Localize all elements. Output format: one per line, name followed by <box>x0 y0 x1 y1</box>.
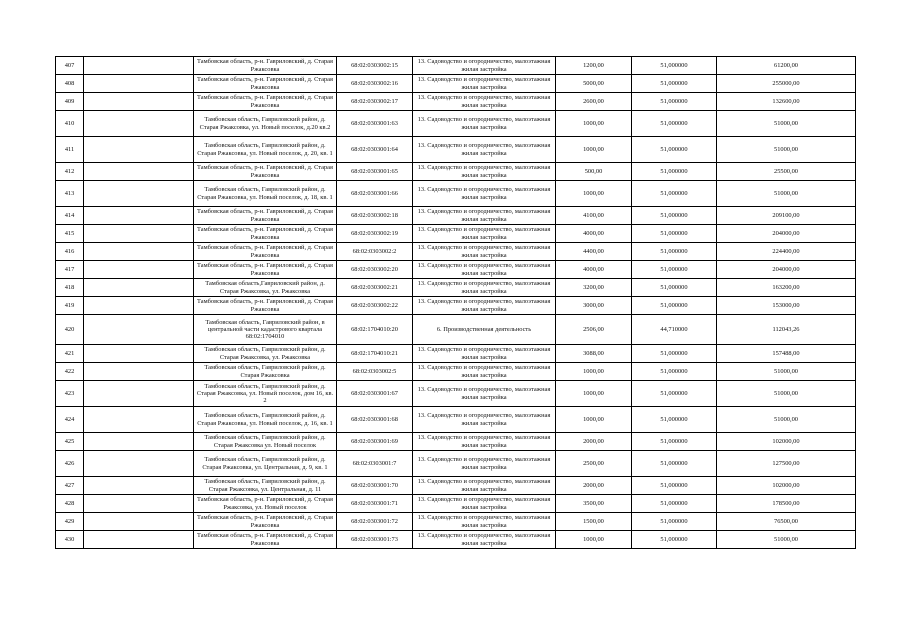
empty-cell <box>84 513 194 531</box>
table-row <box>56 261 856 279</box>
table-row <box>56 93 856 111</box>
area-cell: 1200,00 <box>556 57 632 75</box>
area-cell: 1000,00 <box>556 363 632 381</box>
empty-cell <box>84 433 194 451</box>
cadastral-value-cell: 51000,00 <box>717 407 856 433</box>
table-body <box>56 57 856 549</box>
cadastral-number-cell: 68:02:0303001:72 <box>337 513 413 531</box>
cadastral-value-cell: 25500,00 <box>717 163 856 181</box>
empty-cell <box>84 297 194 315</box>
address-cell: Тамбовская область, Гавриловский район, д. Старая Ржаксовка, ул. Новый поселок, д. 20, кв. 1 <box>194 137 337 163</box>
cadastral-number-cell: 68:02:0303002:5 <box>337 363 413 381</box>
table-row <box>56 407 856 433</box>
land-use-cell: 13. Садоводство и огородничество, малоэтажная жилая застройка <box>413 261 556 279</box>
address-cell: Тамбовская область, р-н. Гавриловский, д. Старая Ржаксовка <box>194 57 337 75</box>
address-cell: Тамбовская область, Гавриловский район, д. Старая Ржаксовка, ул. Новый поселок, д. 16, кв. 1 <box>194 407 337 433</box>
cadastral-value-cell: 51000,00 <box>717 531 856 549</box>
land-use-cell: 13. Садоводство и огородничество, малоэтажная жилая застройка <box>413 345 556 363</box>
address-cell: Тамбовская область, Гавриловский район, д. Старая Ржаксовка, ул. Новый поселок, д. 18, кв. 1 <box>194 181 337 207</box>
rate-cell: 51,000000 <box>632 451 717 477</box>
table-row <box>56 451 856 477</box>
land-use-cell: 13. Садоводство и огородничество, малоэтажная жилая застройка <box>413 207 556 225</box>
table-row <box>56 531 856 549</box>
cadastral-value-cell: 178500,00 <box>717 495 856 513</box>
row-number-cell: 424 <box>56 407 84 433</box>
row-number-cell: 407 <box>56 57 84 75</box>
empty-cell <box>84 345 194 363</box>
cadastral-value-cell: 51000,00 <box>717 363 856 381</box>
area-cell: 2000,00 <box>556 433 632 451</box>
empty-cell <box>84 279 194 297</box>
empty-cell <box>84 477 194 495</box>
rate-cell: 51,000000 <box>632 477 717 495</box>
cadastral-number-cell: 68:02:0303001:66 <box>337 181 413 207</box>
row-number-cell: 412 <box>56 163 84 181</box>
cadastral-number-cell: 68:02:0303001:69 <box>337 433 413 451</box>
cadastral-value-cell: 209100,00 <box>717 207 856 225</box>
row-number-cell: 408 <box>56 75 84 93</box>
land-use-cell: 13. Садоводство и огородничество, малоэтажная жилая застройка <box>413 363 556 381</box>
rate-cell: 51,000000 <box>632 381 717 407</box>
rate-cell: 51,000000 <box>632 363 717 381</box>
area-cell: 2500,00 <box>556 451 632 477</box>
area-cell: 3000,00 <box>556 297 632 315</box>
land-use-cell: 13. Садоводство и огородничество, малоэтажная жилая застройка <box>413 381 556 407</box>
cadastral-value-cell: 51000,00 <box>717 137 856 163</box>
empty-cell <box>84 381 194 407</box>
area-cell: 2506,00 <box>556 315 632 345</box>
address-cell: Тамбовская область, р-н. Гавриловский, д. Старая Ржаксовка <box>194 243 337 261</box>
land-use-cell: 13. Садоводство и огородничество, малоэтажная жилая застройка <box>413 495 556 513</box>
address-cell: Тамбовская область, Гавриловский район, д. Старая Ржаксовка, ул. Новый поселок, д.20 кв.2 <box>194 111 337 137</box>
cadastral-number-cell: 68:02:1704010:21 <box>337 345 413 363</box>
address-cell: Тамбовская область, Гавриловский район, д. Старая Ржаксовка, ул. Центральная, д. 11 <box>194 477 337 495</box>
empty-cell <box>84 163 194 181</box>
empty-cell <box>84 111 194 137</box>
land-use-cell: 13. Садоводство и огородничество, малоэтажная жилая застройка <box>413 433 556 451</box>
empty-cell <box>84 137 194 163</box>
empty-cell <box>84 225 194 243</box>
land-use-cell: 6. Производственная деятельность <box>413 315 556 345</box>
rate-cell: 51,000000 <box>632 163 717 181</box>
land-use-cell: 13. Садоводство и огородничество, малоэтажная жилая застройка <box>413 513 556 531</box>
table-row <box>56 363 856 381</box>
row-number-cell: 430 <box>56 531 84 549</box>
table-row <box>56 57 856 75</box>
land-use-cell: 13. Садоводство и огородничество, малоэтажная жилая застройка <box>413 163 556 181</box>
cadastral-value-cell: 102000,00 <box>717 477 856 495</box>
land-use-cell: 13. Садоводство и огородничество, малоэтажная жилая застройка <box>413 57 556 75</box>
row-number-cell: 421 <box>56 345 84 363</box>
row-number-cell: 413 <box>56 181 84 207</box>
land-use-cell: 13. Садоводство и огородничество, малоэтажная жилая застройка <box>413 451 556 477</box>
area-cell: 4100,00 <box>556 207 632 225</box>
address-cell: Тамбовская область, р-н. Гавриловский, д. Старая Ржаксовка <box>194 207 337 225</box>
cadastral-value-cell: 157488,00 <box>717 345 856 363</box>
cadastral-number-cell: 68:02:0303002:21 <box>337 279 413 297</box>
cadastral-value-cell: 51000,00 <box>717 181 856 207</box>
table-row <box>56 495 856 513</box>
row-number-cell: 409 <box>56 93 84 111</box>
land-use-cell: 13. Садоводство и огородничество, малоэтажная жилая застройка <box>413 111 556 137</box>
address-cell: Тамбовская область, Гавриловский район, д. Старая Ржаксовка ул. Новый поселок <box>194 433 337 451</box>
land-use-cell: 13. Садоводство и огородничество, малоэтажная жилая застройка <box>413 181 556 207</box>
empty-cell <box>84 315 194 345</box>
table-row <box>56 513 856 531</box>
rate-cell: 51,000000 <box>632 137 717 163</box>
cadastral-number-cell: 68:02:0303001:63 <box>337 111 413 137</box>
cadastral-value-cell: 163200,00 <box>717 279 856 297</box>
area-cell: 2600,00 <box>556 93 632 111</box>
area-cell: 500,00 <box>556 163 632 181</box>
land-use-cell: 13. Садоводство и огородничество, малоэтажная жилая застройка <box>413 279 556 297</box>
cadastral-number-cell: 68:02:0303002:22 <box>337 297 413 315</box>
row-number-cell: 426 <box>56 451 84 477</box>
rate-cell: 51,000000 <box>632 207 717 225</box>
cadastral-number-cell: 68:02:0303002:2 <box>337 243 413 261</box>
land-plots-table <box>55 56 856 549</box>
empty-cell <box>84 261 194 279</box>
cadastral-value-cell: 255000,00 <box>717 75 856 93</box>
empty-cell <box>84 57 194 75</box>
rate-cell: 51,000000 <box>632 111 717 137</box>
rate-cell: 51,000000 <box>632 433 717 451</box>
row-number-cell: 414 <box>56 207 84 225</box>
row-number-cell: 420 <box>56 315 84 345</box>
address-cell: Тамбовская область, р-н. Гавриловский, д. Старая Ржаксовка <box>194 531 337 549</box>
row-number-cell: 418 <box>56 279 84 297</box>
empty-cell <box>84 207 194 225</box>
rate-cell: 51,000000 <box>632 93 717 111</box>
cadastral-number-cell: 68:02:0303001:65 <box>337 163 413 181</box>
cadastral-number-cell: 68:02:0303002:16 <box>337 75 413 93</box>
row-number-cell: 423 <box>56 381 84 407</box>
table-row <box>56 181 856 207</box>
rate-cell: 51,000000 <box>632 531 717 549</box>
land-use-cell: 13. Садоводство и огородничество, малоэтажная жилая застройка <box>413 531 556 549</box>
cadastral-number-cell: 68:02:0303001:7 <box>337 451 413 477</box>
area-cell: 3200,00 <box>556 279 632 297</box>
document-page <box>55 56 855 549</box>
cadastral-number-cell: 68:02:0303002:17 <box>337 93 413 111</box>
table-row <box>56 477 856 495</box>
address-cell: Тамбовская область, Гавриловский район, д. Старая Ржаксовка <box>194 363 337 381</box>
area-cell: 4000,00 <box>556 225 632 243</box>
rate-cell: 51,000000 <box>632 57 717 75</box>
address-cell: Тамбовская область, Гавриловский район, д. Старая Ржаксовка, ул. Центральная, д. 9, кв. 1 <box>194 451 337 477</box>
rate-cell: 51,000000 <box>632 261 717 279</box>
address-cell: Тамбовская область, р-н. Гавриловский, д. Старая Ржаксовка <box>194 163 337 181</box>
cadastral-number-cell: 68:02:0303002:20 <box>337 261 413 279</box>
cadastral-number-cell: 68:02:0303002:19 <box>337 225 413 243</box>
land-use-cell: 13. Садоводство и огородничество, малоэтажная жилая застройка <box>413 75 556 93</box>
empty-cell <box>84 93 194 111</box>
cadastral-value-cell: 102000,00 <box>717 433 856 451</box>
empty-cell <box>84 363 194 381</box>
rate-cell: 51,000000 <box>632 75 717 93</box>
table-row <box>56 381 856 407</box>
table-row <box>56 163 856 181</box>
address-cell: Тамбовская область, р-н. Гавриловский, д. Старая Ржаксовка <box>194 297 337 315</box>
area-cell: 1000,00 <box>556 531 632 549</box>
area-cell: 4400,00 <box>556 243 632 261</box>
empty-cell <box>84 531 194 549</box>
cadastral-number-cell: 68:02:0303001:71 <box>337 495 413 513</box>
table-row <box>56 207 856 225</box>
cadastral-number-cell: 68:02:0303001:68 <box>337 407 413 433</box>
cadastral-value-cell: 224400,00 <box>717 243 856 261</box>
row-number-cell: 425 <box>56 433 84 451</box>
empty-cell <box>84 243 194 261</box>
cadastral-number-cell: 68:02:0303002:15 <box>337 57 413 75</box>
area-cell: 4000,00 <box>556 261 632 279</box>
row-number-cell: 422 <box>56 363 84 381</box>
address-cell: Тамбовская область, р-н. Гавриловский, д. Старая Ржаксовка <box>194 75 337 93</box>
address-cell: Тамбовская область, Гавриловский район, в центральной части кадастрового квартала 68:02:1704010 <box>194 315 337 345</box>
table-row <box>56 279 856 297</box>
land-use-cell: 13. Садоводство и огородничество, малоэтажная жилая застройка <box>413 225 556 243</box>
table-row <box>56 137 856 163</box>
row-number-cell: 419 <box>56 297 84 315</box>
table-row <box>56 75 856 93</box>
area-cell: 1000,00 <box>556 111 632 137</box>
table-row <box>56 433 856 451</box>
area-cell: 1000,00 <box>556 407 632 433</box>
cadastral-number-cell: 68:02:1704010:20 <box>337 315 413 345</box>
cadastral-value-cell: 204000,00 <box>717 261 856 279</box>
area-cell: 1000,00 <box>556 181 632 207</box>
table-row <box>56 111 856 137</box>
area-cell: 1000,00 <box>556 137 632 163</box>
empty-cell <box>84 407 194 433</box>
area-cell: 1000,00 <box>556 381 632 407</box>
cadastral-value-cell: 127500,00 <box>717 451 856 477</box>
address-cell: Тамбовская область, р-н. Гавриловский, д. Старая Ржаксовка, ул. Новый поселок <box>194 495 337 513</box>
land-use-cell: 13. Садоводство и огородничество, малоэтажная жилая застройка <box>413 243 556 261</box>
table-row <box>56 297 856 315</box>
land-use-cell: 13. Садоводство и огородничество, малоэтажная жилая застройка <box>413 93 556 111</box>
row-number-cell: 415 <box>56 225 84 243</box>
address-cell: Тамбовская область, р-н. Гавриловский, д. Старая Ржаксовка <box>194 225 337 243</box>
cadastral-value-cell: 153000,00 <box>717 297 856 315</box>
area-cell: 1500,00 <box>556 513 632 531</box>
cadastral-number-cell: 68:02:0303002:18 <box>337 207 413 225</box>
area-cell: 2000,00 <box>556 477 632 495</box>
land-use-cell: 13. Садоводство и огородничество, малоэтажная жилая застройка <box>413 137 556 163</box>
rate-cell: 51,000000 <box>632 225 717 243</box>
row-number-cell: 410 <box>56 111 84 137</box>
rate-cell: 51,000000 <box>632 407 717 433</box>
rate-cell: 51,000000 <box>632 243 717 261</box>
cadastral-number-cell: 68:02:0303001:64 <box>337 137 413 163</box>
rate-cell: 51,000000 <box>632 279 717 297</box>
table-row <box>56 243 856 261</box>
cadastral-value-cell: 204000,00 <box>717 225 856 243</box>
empty-cell <box>84 451 194 477</box>
empty-cell <box>84 495 194 513</box>
row-number-cell: 429 <box>56 513 84 531</box>
empty-cell <box>84 181 194 207</box>
table-row <box>56 345 856 363</box>
cadastral-value-cell: 51000,00 <box>717 381 856 407</box>
area-cell: 5000,00 <box>556 75 632 93</box>
rate-cell: 44,710000 <box>632 315 717 345</box>
rate-cell: 51,000000 <box>632 345 717 363</box>
rate-cell: 51,000000 <box>632 181 717 207</box>
address-cell: Тамбовская область, р-н. Гавриловский, д. Старая Ржаксовка <box>194 513 337 531</box>
address-cell: Тамбовская область,Гавриловский район, д. Старая Ржаксовка, ул. Ржаксовка <box>194 279 337 297</box>
row-number-cell: 417 <box>56 261 84 279</box>
rate-cell: 51,000000 <box>632 513 717 531</box>
address-cell: Тамбовская область, р-н. Гавриловский, д. Старая Ржаксовка <box>194 93 337 111</box>
land-use-cell: 13. Садоводство и огородничество, малоэтажная жилая застройка <box>413 297 556 315</box>
cadastral-value-cell: 132600,00 <box>717 93 856 111</box>
cadastral-value-cell: 51000,00 <box>717 111 856 137</box>
address-cell: Тамбовская область, р-н. Гавриловский, д. Старая Ржаксовка <box>194 261 337 279</box>
table-row <box>56 225 856 243</box>
cadastral-number-cell: 68:02:0303001:67 <box>337 381 413 407</box>
land-use-cell: 13. Садоводство и огородничество, малоэтажная жилая застройка <box>413 407 556 433</box>
area-cell: 3500,00 <box>556 495 632 513</box>
address-cell: Тамбовская область, Гавриловский район, д. Старая Ржаксовка, ул. Новый поселок, дом 16, кв. 2 <box>194 381 337 407</box>
rate-cell: 51,000000 <box>632 495 717 513</box>
row-number-cell: 411 <box>56 137 84 163</box>
cadastral-number-cell: 68:02:0303001:70 <box>337 477 413 495</box>
land-use-cell: 13. Садоводство и огородничество, малоэтажная жилая застройка <box>413 477 556 495</box>
cadastral-number-cell: 68:02:0303001:73 <box>337 531 413 549</box>
row-number-cell: 416 <box>56 243 84 261</box>
table-row <box>56 315 856 345</box>
area-cell: 3088,00 <box>556 345 632 363</box>
row-number-cell: 428 <box>56 495 84 513</box>
empty-cell <box>84 75 194 93</box>
address-cell: Тамбовская область, Гавриловский район, д. Старая Ржаксовка, ул. Ржаксовка <box>194 345 337 363</box>
cadastral-value-cell: 76500,00 <box>717 513 856 531</box>
cadastral-value-cell: 61200,00 <box>717 57 856 75</box>
cadastral-value-cell: 112043,26 <box>717 315 856 345</box>
rate-cell: 51,000000 <box>632 297 717 315</box>
row-number-cell: 427 <box>56 477 84 495</box>
